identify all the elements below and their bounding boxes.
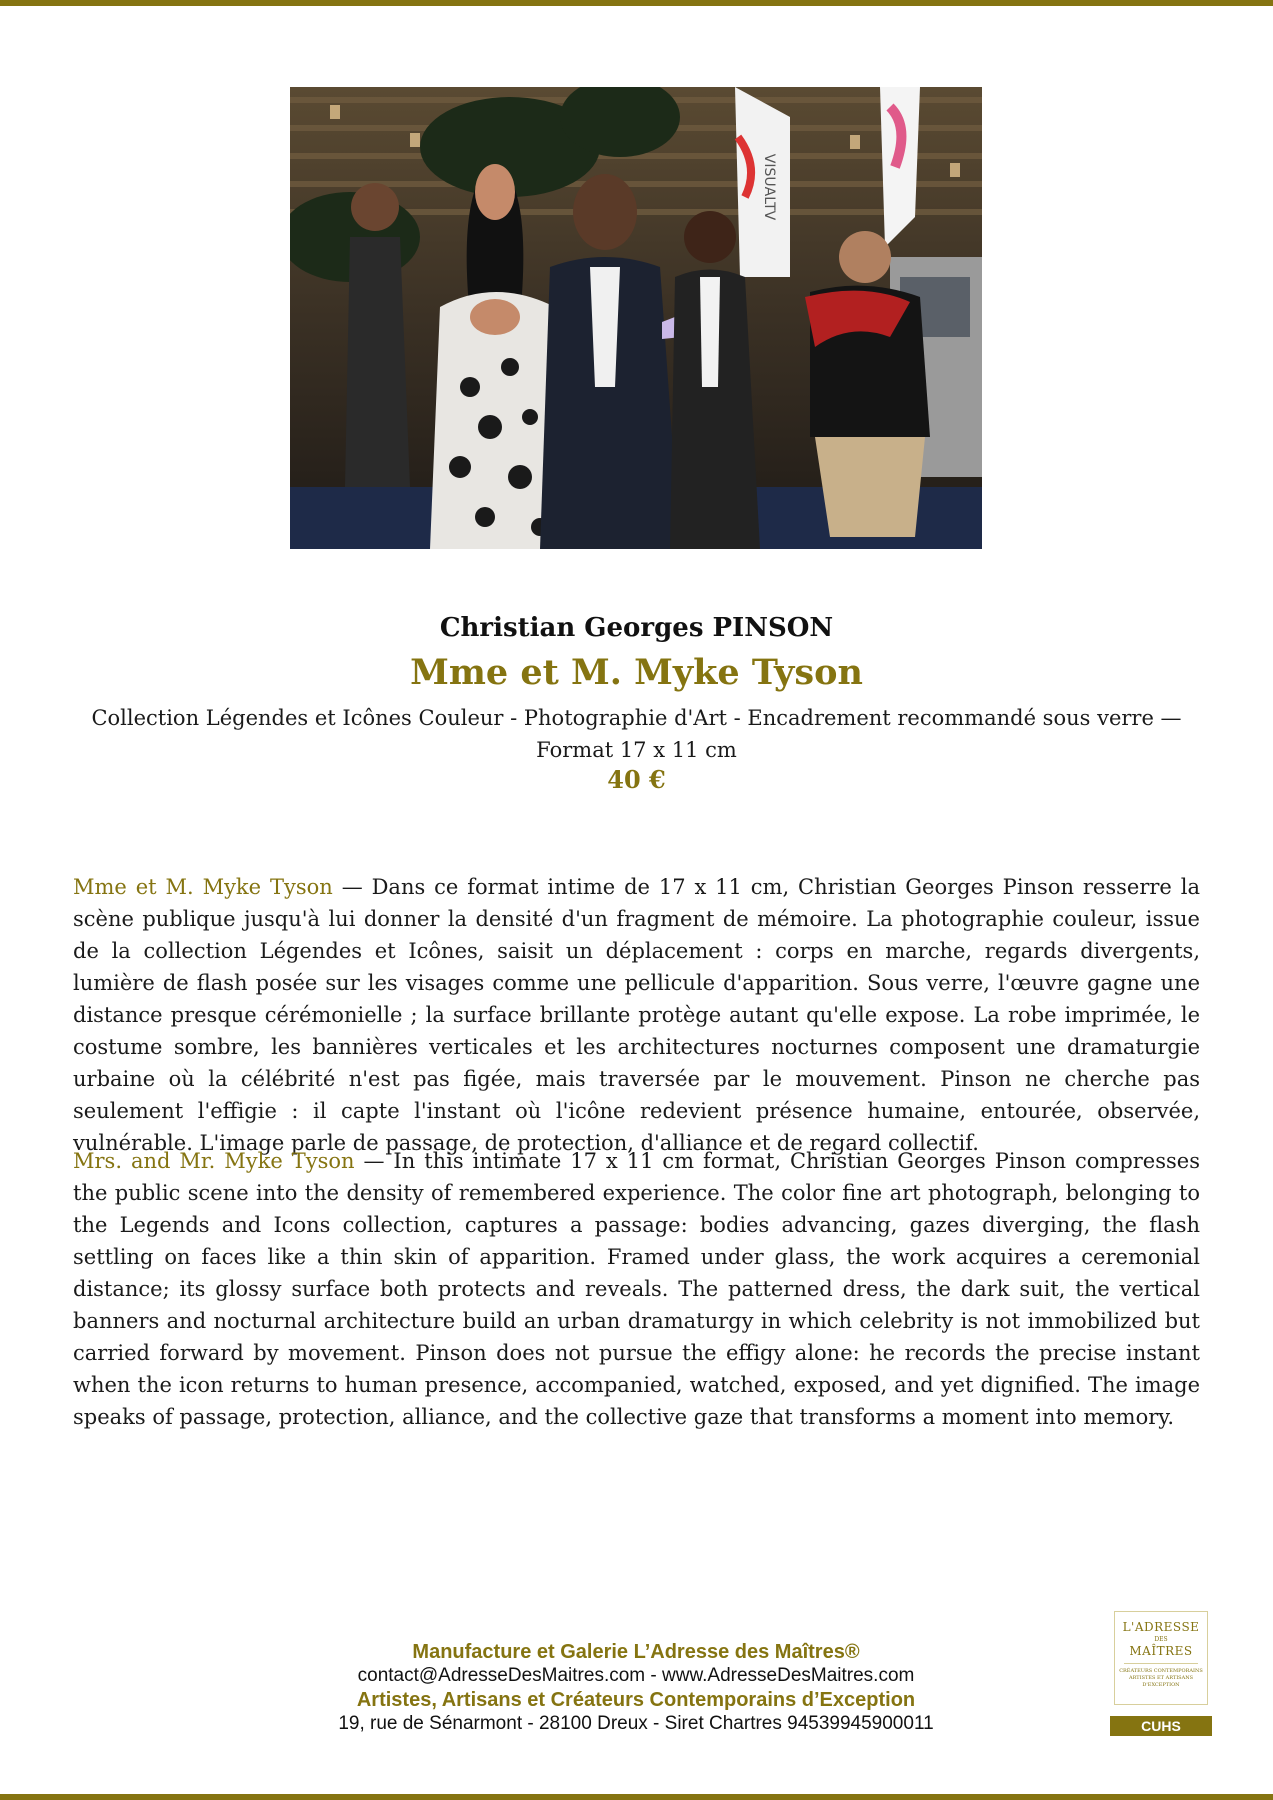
footer-contact: contact@AdresseDesMaitres.com - www.AdresseDesMaitres.com <box>357 1665 915 1686</box>
logo-divider <box>1124 1663 1198 1664</box>
paragraph-fr-lead: Mme et M. Myke Tyson <box>73 875 333 899</box>
gallery-logo <box>1114 1611 1208 1705</box>
logo-line-1: L'ADRESSE <box>1122 1620 1200 1634</box>
artwork-description: Collection Légendes et Icônes Couleur - Photographie d'Art - Encadrement recommandé sous verre — Format 17 x 11 cm <box>91 706 1182 762</box>
logo-line-3: MAÎTRES <box>1129 1644 1193 1658</box>
paragraph-fr-body: — Dans ce format intime de 17 x 11 cm, Christian Georges Pinson resserre la scène publique jusqu'à lui donner la densité d'un fragment de mémoire. La photographie couleur, issue de la collection Légendes et Icônes, saisit un déplacement : corps en marche, regards divergents, lumière de flash posée sur les visages comme une pellicule d'apparition. Sous verre, l'œuvre gagne une distance presque cérémonielle ; la surface brillante protège autant qu'elle expose. La robe imprimée, le costume sombre, les bannières verticales et les architectures nocturnes composent une dramaturgie urbaine où la célébrité n'est pas figée, mais traversée par le mouvement. Pinson ne cherche pas seulement l'effigie : il capte l'instant où l'icône redevient présence humaine, entourée, observée, vulnérable. L'image parle de passage, de protection, d'alliance et de regard collectif. <box>73 875 1200 1155</box>
banner-label: VISUALTV <box>761 153 777 221</box>
paragraph-en <box>73 1145 1200 1433</box>
top-border <box>0 0 1273 6</box>
footer-address: 19, rue de Sénarmont - 28100 Dreux - Siret Chartres 94539945900011 <box>338 1713 934 1734</box>
artwork-title: Mme et M. Myke Tyson <box>410 652 863 693</box>
paragraph-en-body: — In this intimate 17 x 11 cm format, Christian Georges Pinson compresses the public scene into the density of remembered experience. The color fine art photograph, belonging to the Legends and Icons collection, captures a passage: bodies advancing, gazes diverging, the flash settling on faces like a thin skin of apparition. Framed under glass, the work acquires a ceremonial distance; its glossy surface both protects and reveals. The patterned dress, the dark suit, the vertical banners and nocturnal architecture build an urban dramaturgy in which celebrity is not immobilized but carried forward by movement. Pinson does not pursue the effigy alone: he records the precise instant when the icon returns to human presence, accompanied, watched, exposed, and yet dignified. The image speaks of passage, protection, alliance, and the collective gaze that transforms a moment into memory. <box>73 1149 1200 1429</box>
paragraph-en-lead: Mrs. and Mr. Myke Tyson <box>73 1149 355 1173</box>
logo-line-2: DES <box>1154 1636 1168 1643</box>
footer-gallery: Manufacture et Galerie L’Adresse des Maîtres® <box>412 1641 860 1663</box>
artwork-price: 40 € <box>607 765 666 794</box>
bottom-border <box>0 1794 1273 1800</box>
footer <box>236 1640 1036 1736</box>
paragraph-fr <box>73 871 1200 1159</box>
logo-subtitle: CRÉATEURS CONTEMPORAINS ARTISTES ET ARTISANS D'EXCEPTION <box>1119 1668 1203 1688</box>
logo-badge: CUHS <box>1110 1716 1212 1736</box>
artwork-photo <box>290 87 982 549</box>
artist-name: Christian Georges PINSON <box>439 613 834 643</box>
photo-illustration <box>290 87 982 549</box>
footer-tagline: Artistes, Artisans et Créateurs Contemporains d’Exception <box>356 1689 916 1711</box>
